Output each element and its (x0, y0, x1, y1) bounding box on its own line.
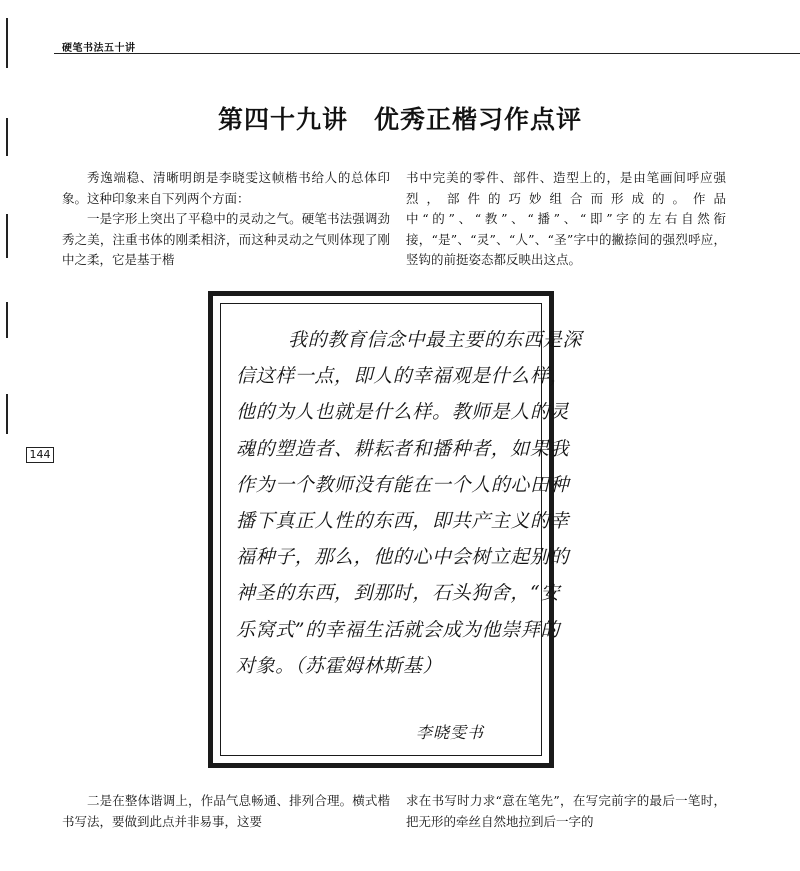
calligraphy-line: 魂的塑造者、耕耘者和播种者，如果我 (236, 437, 570, 460)
paragraph: 一是字形上突出了平稳中的灵动之气。硬笔书法强调劲秀之美，注重书体的刚柔相济，而这种灵动之气则体现了刚中之柔，它是基于楷 (62, 211, 390, 267)
artwork-signature: 李晓雯书 (416, 723, 485, 742)
header-rule (54, 53, 800, 54)
calligraphy-line: 福种子，那么，他的心中会树立起别的 (236, 546, 570, 569)
running-header: 硬笔书法五十讲 (62, 43, 136, 54)
margin-mark (6, 394, 8, 434)
calligraphy-line: 播下真正人性的东西，即共产主义的幸 (236, 510, 570, 533)
lecture-topic: 优秀正楷习作点评 (374, 105, 583, 134)
calligraphy-line: 乐窝式”的幸福生活就会成为他崇拜的 (236, 618, 560, 641)
paragraph: 求在书写时力求“意在笔先”，在写完前字的最后一笔时，把无形的牵丝自然地拉到后一字的 (406, 793, 726, 829)
calligraphy-line: 神圣的东西，到那时，石头狗舍，“安 (236, 582, 560, 605)
margin-mark (6, 302, 8, 338)
paragraph: 二是在整体谐调上，作品气息畅通、排列合理。横式楷书写法，要做到此点并非易事，这要 (62, 793, 390, 829)
lecture-title (0, 100, 800, 136)
calligraphy-line: 作为一个教师没有能在一个人的心田种 (236, 473, 570, 496)
intro-right-column (406, 168, 726, 271)
calligraphy-artwork (236, 322, 583, 684)
bottom-right-column (406, 791, 726, 832)
lecture-number: 第四十九讲 (217, 105, 348, 134)
page-number: 144 (26, 447, 54, 463)
paragraph: 秀逸端稳、清晰明朗是李晓雯这帧楷书给人的总体印象。这种印象来自下列两个方面： (62, 170, 390, 206)
bottom-left-column (62, 791, 390, 832)
margin-mark (6, 18, 8, 68)
paragraph: 书中完美的零件、部件、造型上的，是由笔画间呼应强烈，部件的巧妙组合而形成的。作品中“的”、“教”、“播”、“即”字的左右自然衔接，“是”、“灵”、“人”、“圣”字中的撇捺间的强烈呼应，竖钩的前挺姿态都反映出这点。 (406, 170, 726, 267)
calligraphy-line: 信这样一点，即人的幸福观是什么样， (236, 365, 570, 388)
intro-left-column (62, 168, 390, 271)
margin-mark (6, 214, 8, 258)
calligraphy-line: 我的教育信念中最主要的东西是深 (288, 329, 583, 351)
calligraphy-line: 他的为人也就是什么样。教师是人的灵 (236, 401, 570, 424)
calligraphy-line: 对象。（苏霍姆林斯基） (236, 654, 443, 677)
